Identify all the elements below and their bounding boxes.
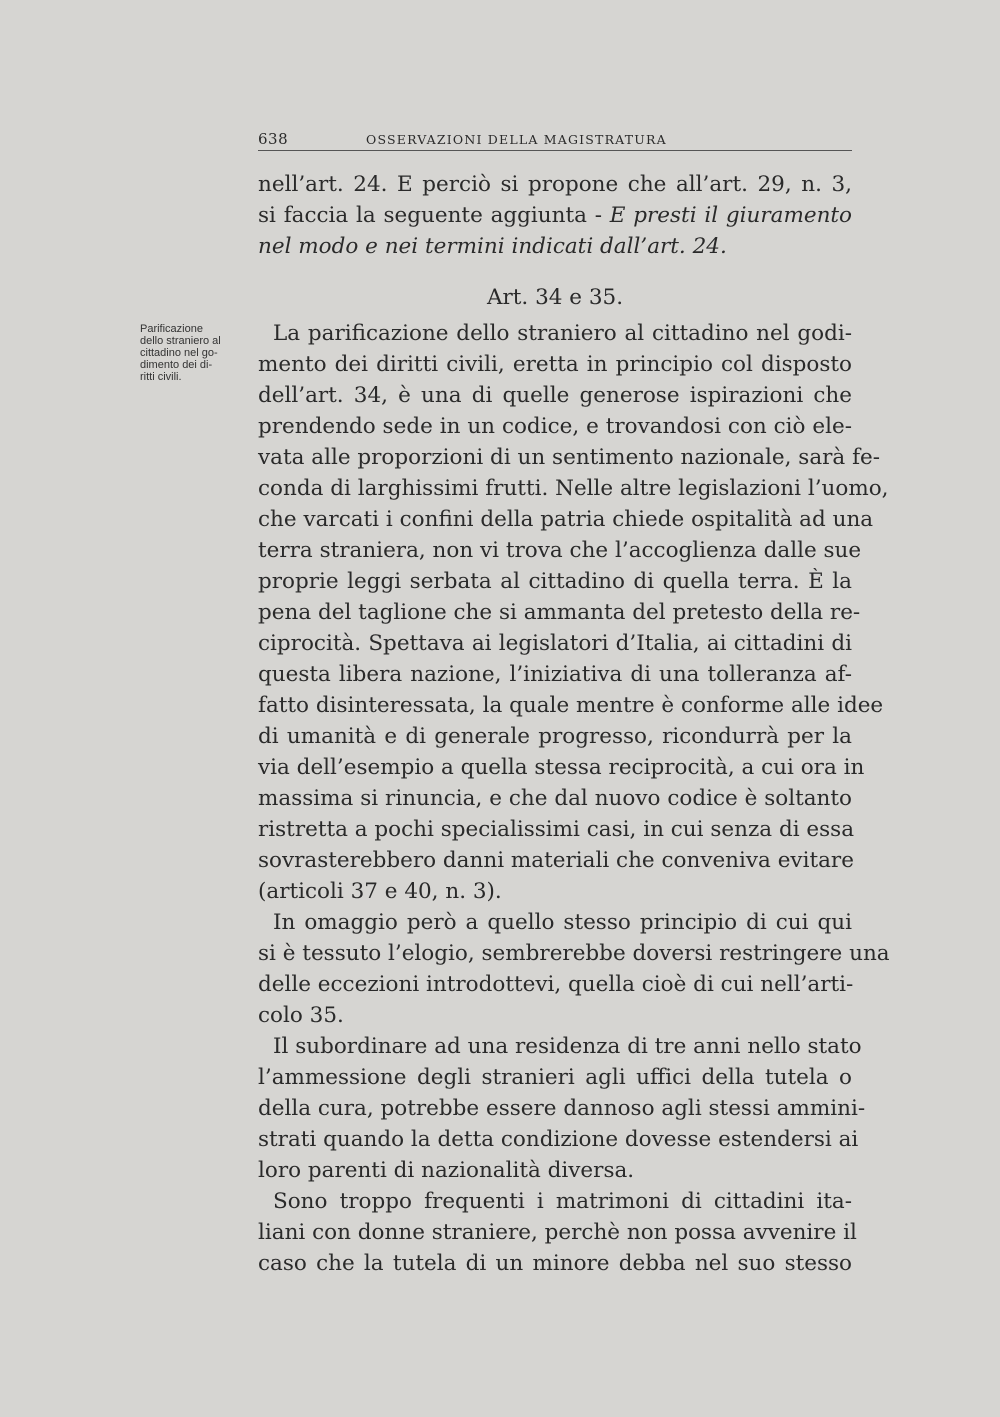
text-line: della cura, potrebbe essere dannoso agli stessi ammini-: [258, 1096, 866, 1121]
text-line: colo 35.: [258, 1003, 344, 1028]
text-line: strati quando la detta condizione dovesse estendersi ai: [258, 1127, 859, 1152]
text-line: terra straniera, non vi trova che l’accoglienza dalle sue: [258, 538, 862, 563]
text-line: loro parenti di nazionalità diversa.: [258, 1158, 635, 1183]
text-line: conda di larghissimi frutti. Nelle altre legislazioni l’uomo,: [258, 476, 889, 501]
text-line: l’ammessione degli stranieri agli uffici della tutela o: [258, 1065, 852, 1090]
text-line: prendendo sede in un codice, e trovandosi con ciò ele-: [258, 414, 852, 439]
margin-note-line: dello straniero al: [140, 335, 221, 347]
text-line: proprie leggi serbata al cittadino di quella terra. È la: [258, 569, 852, 594]
text-line: In omaggio però a quello stesso principio di cui qui: [273, 910, 852, 935]
text-line: Sono troppo frequenti i matrimoni di cittadini ita-: [273, 1189, 852, 1214]
italic-text: E presti il giuramento: [609, 203, 853, 228]
text-segment: si faccia la seguente aggiunta -: [258, 203, 610, 228]
margin-note-line: ritti civili.: [140, 371, 182, 383]
text-line: che varcati i confini della patria chiede ospitalità ad una: [258, 507, 874, 532]
section-heading: Art. 34 e 35.: [486, 285, 624, 310]
text-line: (articoli 37 e 40, n. 3).: [258, 879, 502, 904]
margin-note-line: Parificazione: [140, 323, 203, 335]
text-line: nel modo e nei termini indicati dall’art. 24.: [258, 234, 727, 259]
text-line: si è tessuto l’elogio, sembrerebbe doversi restringere una: [258, 941, 890, 966]
margin-note-line: dimento dei di-: [140, 359, 213, 371]
text-line: mento dei diritti civili, eretta in principio col disposto: [258, 352, 852, 377]
text-line: sovrasterebbero danni materiali che conveniva evitare: [258, 848, 854, 873]
text-line: fatto disinteressata, la quale mentre è conforme alle idee: [258, 693, 884, 718]
margin-note-line: cittadino nel go-: [140, 347, 218, 359]
text-line: [258, 201, 852, 231]
text-line: massima si rinuncia, e che dal nuovo codice è soltanto: [258, 786, 852, 811]
text-line: Il subordinare ad una residenza di tre anni nello stato: [273, 1034, 862, 1059]
text-line: pena del taglione che si ammanta del pretesto della re-: [258, 600, 861, 625]
text-line: di umanità e di generale progresso, ricondurrà per la: [258, 724, 852, 749]
text-line: ristretta a pochi specialissimi casi, in cui senza di essa: [258, 817, 855, 842]
text-line: caso che la tutela di un minore debba nel suo stesso: [258, 1251, 852, 1276]
text-line: liani con donne straniere, perchè non possa avvenire il: [258, 1220, 857, 1245]
text-line: La parificazione dello straniero al cittadino nel godi-: [273, 321, 852, 346]
text-line: via dell’esempio a quella stessa reciprocità, a cui ora in: [258, 755, 865, 780]
text-line: nell’art. 24. E perciò si propone che all’art. 29, n. 3,: [258, 172, 852, 197]
running-title: OSSERVAZIONI DELLA MAGISTRATURA: [366, 132, 667, 147]
text-line: dell’art. 34, è una di quelle generose ispirazioni che: [258, 383, 852, 408]
text-line: ciprocità. Spettava ai legislatori d’Italia, ai cittadini di: [258, 631, 852, 656]
text-line: vata alle proporzioni di un sentimento nazionale, sarà fe-: [258, 445, 881, 470]
text-line: questa libera nazione, l’iniziativa di una tolleranza af-: [258, 662, 852, 687]
text-line: delle eccezioni introdottevi, quella cioè di cui nell’arti-: [258, 972, 854, 997]
page-number: 638: [258, 130, 289, 148]
